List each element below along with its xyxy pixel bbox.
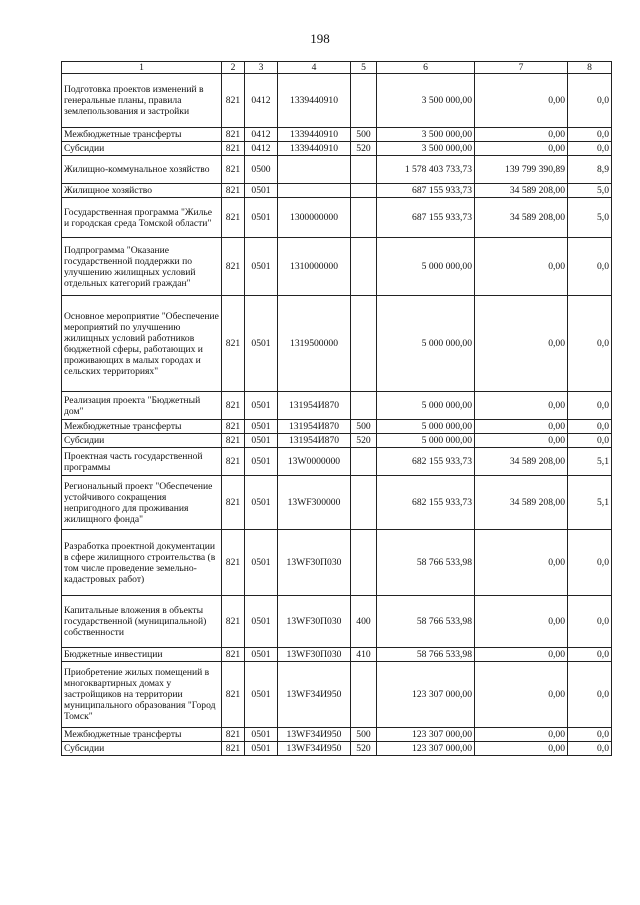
row-name: Бюджетные инвестиции [62,648,222,662]
chapter-code: 821 [222,448,245,476]
execution-percent: 0,0 [568,420,612,434]
expense-type: 520 [351,142,377,156]
row-name: Межбюджетные трансферты [62,420,222,434]
row-name: Региональный проект "Обеспечение устойчивого сокращения непригодного для проживания жилищного фонда" [62,476,222,530]
table-row [62,648,612,662]
execution-percent: 5,1 [568,448,612,476]
executed-amount: 0,00 [475,596,568,648]
executed-amount: 0,00 [475,648,568,662]
column-header: 5 [351,62,377,74]
execution-percent: 0,0 [568,142,612,156]
row-name: Субсидии [62,142,222,156]
chapter-code: 821 [222,238,245,296]
table-row [62,142,612,156]
row-name: Реализация проекта "Бюджетный дом" [62,392,222,420]
chapter-code: 821 [222,184,245,198]
chapter-code: 821 [222,392,245,420]
execution-percent: 0,0 [568,728,612,742]
table-row [62,420,612,434]
row-name: Межбюджетные трансферты [62,128,222,142]
executed-amount: 34 589 208,00 [475,448,568,476]
row-name: Капитальные вложения в объекты государственной (муниципальной) собственности [62,596,222,648]
plan-amount: 3 500 000,00 [377,142,475,156]
section-code: 0412 [245,142,278,156]
table-row [62,198,612,238]
section-code: 0501 [245,742,278,756]
row-name: Государственная программа "Жилье и городская среда Томской области" [62,198,222,238]
section-code: 0501 [245,184,278,198]
expense-type: 400 [351,596,377,648]
section-code: 0501 [245,238,278,296]
column-header: 4 [278,62,351,74]
table-row [62,184,612,198]
target-article: 1339440910 [278,128,351,142]
executed-amount: 0,00 [475,392,568,420]
row-name: Приобретение жилых помещений в многоквартирных домах у застройщиков на территории муниципального образования "Город Томск" [62,662,222,728]
target-article: 1319500000 [278,296,351,392]
expense-type [351,662,377,728]
row-name: Основное мероприятие "Обеспечение мероприятий по улучшению жилищных условий работников бюджетной сферы, работающих и проживающих в малых городах и сельских территориях" [62,296,222,392]
plan-amount: 3 500 000,00 [377,128,475,142]
table-row [62,530,612,596]
executed-amount: 34 589 208,00 [475,476,568,530]
section-code: 0501 [245,434,278,448]
chapter-code: 821 [222,648,245,662]
row-name: Субсидии [62,434,222,448]
column-header: 6 [377,62,475,74]
target-article: 13WF34И950 [278,662,351,728]
row-name: Подготовка проектов изменений в генеральные планы, правила землепользования и застройки [62,74,222,128]
row-name: Жилищное хозяйство [62,184,222,198]
chapter-code: 821 [222,128,245,142]
plan-amount: 687 155 933,73 [377,184,475,198]
table-row [62,596,612,648]
target-article [278,184,351,198]
plan-amount: 1 578 403 733,73 [377,156,475,184]
expense-type [351,184,377,198]
target-article: 13W0000000 [278,448,351,476]
executed-amount: 34 589 208,00 [475,198,568,238]
chapter-code: 821 [222,742,245,756]
executed-amount: 0,00 [475,74,568,128]
expense-type [351,392,377,420]
chapter-code: 821 [222,156,245,184]
target-article: 1310000000 [278,238,351,296]
plan-amount: 58 766 533,98 [377,596,475,648]
expense-type: 520 [351,434,377,448]
row-name: Проектная часть государственной программы [62,448,222,476]
chapter-code: 821 [222,662,245,728]
expense-type: 520 [351,742,377,756]
expense-type: 500 [351,128,377,142]
target-article: 131954И870 [278,392,351,420]
table-row [62,448,612,476]
target-article: 1300000000 [278,198,351,238]
section-code: 0501 [245,448,278,476]
chapter-code: 821 [222,420,245,434]
execution-percent: 0,0 [568,434,612,448]
target-article [278,156,351,184]
section-code: 0501 [245,596,278,648]
table-row [62,662,612,728]
executed-amount: 0,00 [475,662,568,728]
executed-amount: 0,00 [475,128,568,142]
execution-percent: 0,0 [568,742,612,756]
column-header: 1 [62,62,222,74]
expense-type: 410 [351,648,377,662]
target-article: 13WF34И950 [278,742,351,756]
execution-percent: 0,0 [568,392,612,420]
expense-type [351,156,377,184]
target-article: 13WF30П030 [278,530,351,596]
section-code: 0501 [245,530,278,596]
target-article: 1339440910 [278,142,351,156]
target-article: 131954И870 [278,420,351,434]
section-code: 0501 [245,420,278,434]
plan-amount: 687 155 933,73 [377,198,475,238]
plan-amount: 123 307 000,00 [377,662,475,728]
plan-amount: 5 000 000,00 [377,434,475,448]
plan-amount: 682 155 933,73 [377,476,475,530]
executed-amount: 34 589 208,00 [475,184,568,198]
target-article: 13WF300000 [278,476,351,530]
budget-table [61,61,612,756]
execution-percent: 8,9 [568,156,612,184]
execution-percent: 0,0 [568,128,612,142]
column-header: 3 [245,62,278,74]
execution-percent: 0,0 [568,662,612,728]
section-code: 0501 [245,198,278,238]
section-code: 0501 [245,296,278,392]
plan-amount: 58 766 533,98 [377,648,475,662]
execution-percent: 0,0 [568,296,612,392]
row-name: Межбюджетные трансферты [62,728,222,742]
table-row [62,74,612,128]
row-name: Подпрограмма "Оказание государственной поддержки по улучшению жилищных условий отдельных категорий граждан" [62,238,222,296]
row-name: Субсидии [62,742,222,756]
chapter-code: 821 [222,476,245,530]
row-name: Жилищно-коммунальное хозяйство [62,156,222,184]
plan-amount: 123 307 000,00 [377,742,475,756]
column-header: 2 [222,62,245,74]
table-row [62,728,612,742]
target-article: 131954И870 [278,434,351,448]
chapter-code: 821 [222,530,245,596]
table-row [62,128,612,142]
chapter-code: 821 [222,434,245,448]
section-code: 0412 [245,74,278,128]
table-row [62,238,612,296]
execution-percent: 0,0 [568,530,612,596]
table-header-row [62,62,612,74]
expense-type [351,296,377,392]
executed-amount: 0,00 [475,530,568,596]
section-code: 0501 [245,662,278,728]
table-row [62,476,612,530]
plan-amount: 5 000 000,00 [377,296,475,392]
execution-percent: 0,0 [568,74,612,128]
executed-amount: 139 799 390,89 [475,156,568,184]
section-code: 0501 [245,728,278,742]
chapter-code: 821 [222,74,245,128]
expense-type [351,74,377,128]
target-article: 13WF30П030 [278,596,351,648]
executed-amount: 0,00 [475,296,568,392]
chapter-code: 821 [222,142,245,156]
executed-amount: 0,00 [475,142,568,156]
table-row [62,296,612,392]
executed-amount: 0,00 [475,238,568,296]
execution-percent: 0,0 [568,238,612,296]
section-code: 0412 [245,128,278,142]
table-row [62,742,612,756]
plan-amount: 58 766 533,98 [377,530,475,596]
executed-amount: 0,00 [475,420,568,434]
table-row [62,392,612,420]
execution-percent: 0,0 [568,648,612,662]
execution-percent: 5,0 [568,184,612,198]
section-code: 0501 [245,392,278,420]
target-article: 13WF30П030 [278,648,351,662]
chapter-code: 821 [222,198,245,238]
expense-type [351,530,377,596]
plan-amount: 5 000 000,00 [377,420,475,434]
plan-amount: 5 000 000,00 [377,392,475,420]
chapter-code: 821 [222,296,245,392]
execution-percent: 0,0 [568,596,612,648]
expense-type [351,476,377,530]
execution-percent: 5,0 [568,198,612,238]
section-code: 0501 [245,648,278,662]
section-code: 0501 [245,476,278,530]
plan-amount: 123 307 000,00 [377,728,475,742]
section-code: 0500 [245,156,278,184]
target-article: 1339440910 [278,74,351,128]
executed-amount: 0,00 [475,434,568,448]
column-header: 8 [568,62,612,74]
expense-type [351,198,377,238]
row-name: Разработка проектной документации в сфере жилищного строительства (в том числе проведение земельно-кадастровых работ) [62,530,222,596]
plan-amount: 5 000 000,00 [377,238,475,296]
expense-type: 500 [351,420,377,434]
expense-type: 500 [351,728,377,742]
table-row [62,156,612,184]
plan-amount: 3 500 000,00 [377,74,475,128]
page-number: 198 [310,31,330,46]
column-header: 7 [475,62,568,74]
chapter-code: 821 [222,596,245,648]
expense-type [351,238,377,296]
chapter-code: 821 [222,728,245,742]
execution-percent: 5,1 [568,476,612,530]
table-row [62,434,612,448]
plan-amount: 682 155 933,73 [377,448,475,476]
executed-amount: 0,00 [475,728,568,742]
target-article: 13WF34И950 [278,728,351,742]
executed-amount: 0,00 [475,742,568,756]
expense-type [351,448,377,476]
